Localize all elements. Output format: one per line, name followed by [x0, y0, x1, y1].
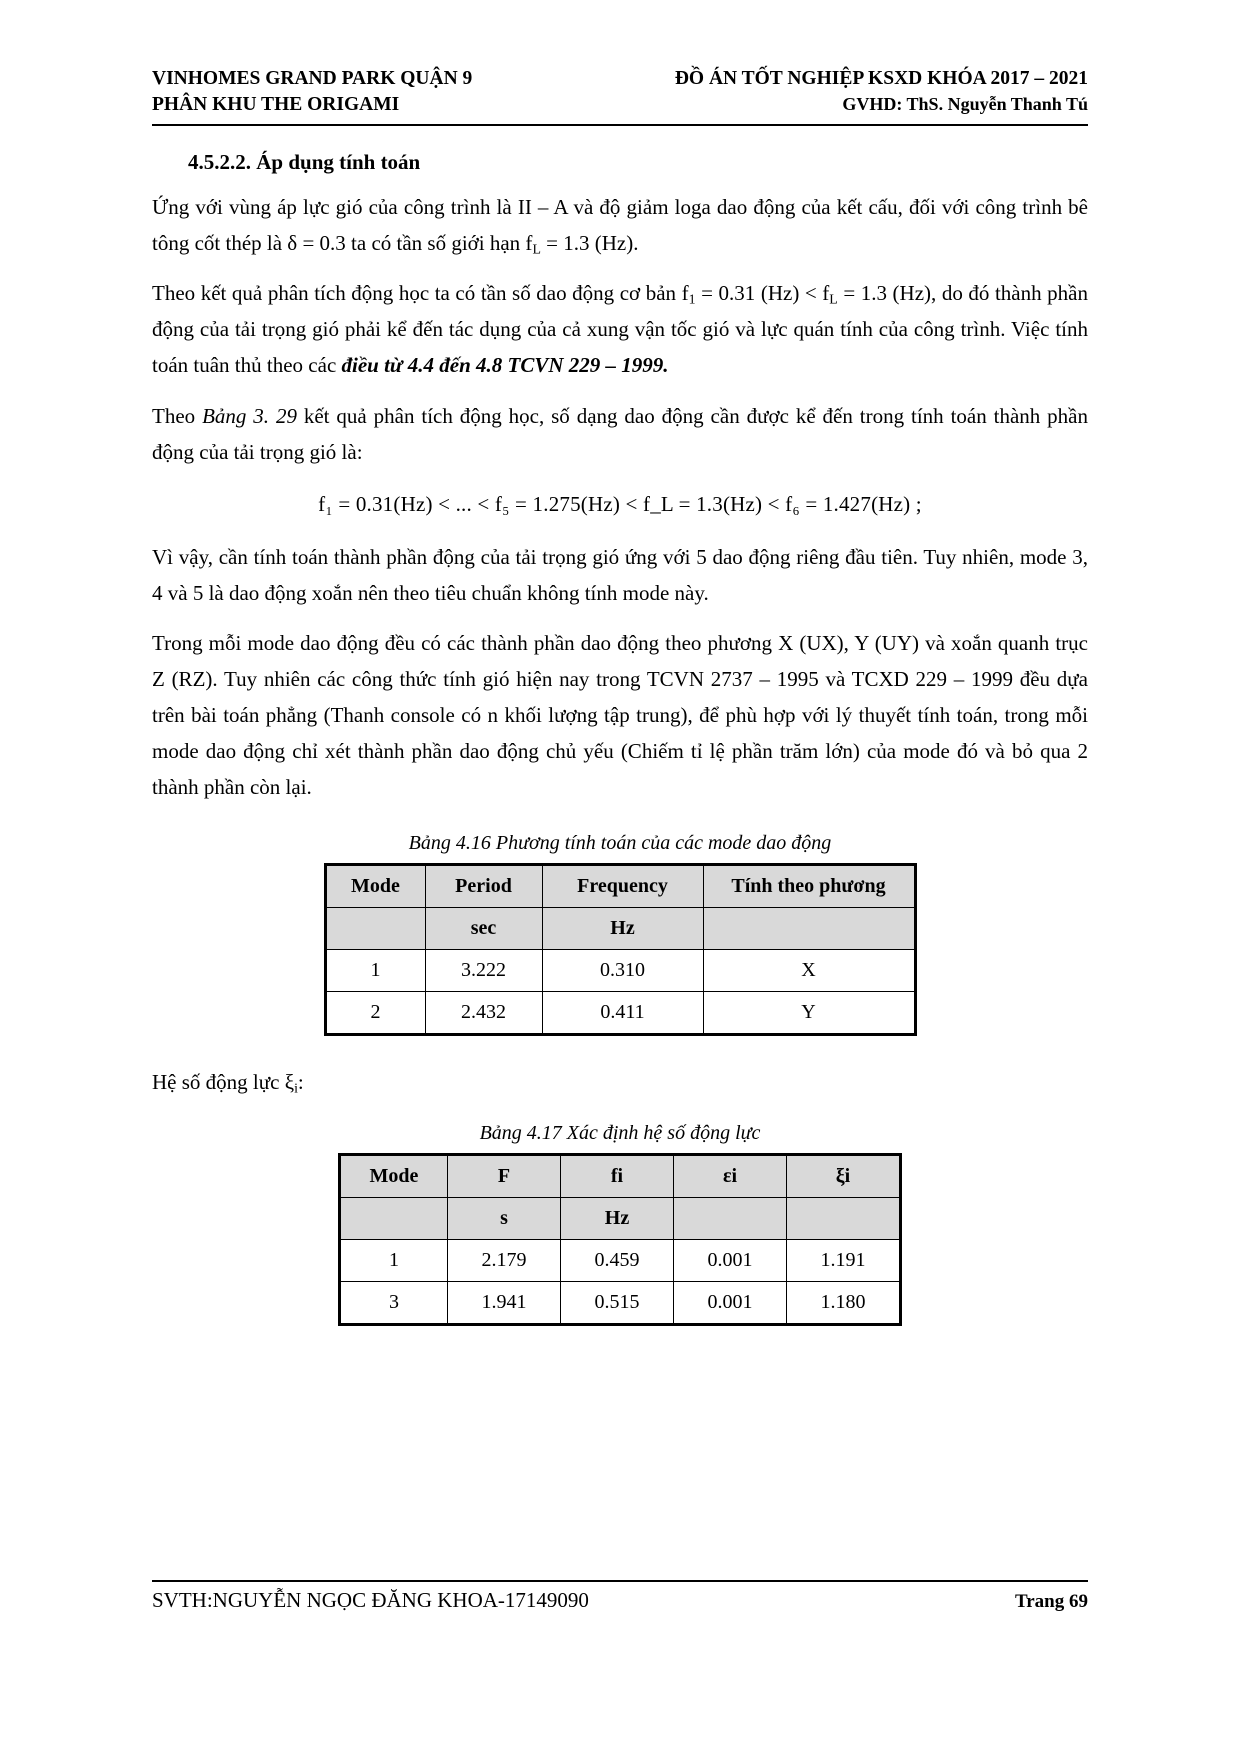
p6-text-b: :: [297, 1069, 304, 1094]
table2-r1-mode: 3: [340, 1281, 448, 1324]
table2-wrapper: [152, 1153, 1088, 1326]
paragraph-wind-zone: [152, 189, 1088, 261]
page-footer: [152, 1580, 1088, 1613]
table2-r0-mode: 1: [340, 1239, 448, 1281]
table1-wrapper: [152, 863, 1088, 1036]
p2-standard-reference: điều từ 4.4 đến 4.8 TCVN 229 – 1999.: [341, 353, 669, 378]
table2-col-fi: fi: [561, 1154, 674, 1197]
paragraph-mode-selection: Vì vậy, cần tính toán thành phần động của tải trọng gió ứng với 5 dao động riêng đầu tiên. Tuy nhiên, mode 3, 4 và 5 là dao động xoắn nên theo tiêu chuẩn không tính mode này.: [152, 544, 1088, 605]
table2-unit-epsilon: [674, 1197, 787, 1239]
table2-r0-F: 2.179: [448, 1239, 561, 1281]
p2-text-c: = 1.3 (Hz), do đó thành phần động của tải trọng gió phải kể đến tác dụng của cả xung vận tốc gió và lực quán tính của công trình. Việc tính toán tuân thủ theo các: [152, 281, 1088, 378]
table1-units-row: [325, 907, 915, 949]
table1-header-row: [325, 864, 915, 907]
header-thesis-title: ĐỒ ÁN TỐT NGHIỆP KSXD KHÓA 2017 – 2021: [674, 68, 1088, 89]
table1-r0-period: 3.222: [425, 949, 542, 991]
table2-unit-mode: [340, 1197, 448, 1239]
p6-text-a: Hệ số động lực ξ: [152, 1069, 295, 1094]
p2-text-a: Theo kết quả phân tích động học ta có tần số dao động cơ bản f: [152, 281, 689, 306]
table1-r1-direction: Y: [703, 991, 915, 1034]
p2-sub-1: 1: [688, 291, 696, 307]
table1-col-frequency: Frequency: [542, 864, 703, 907]
table1-head: [325, 864, 915, 949]
footer-page-number: Trang 69: [1014, 1591, 1088, 1612]
table2-unit-F: s: [448, 1197, 561, 1239]
header-subdivision-name: PHÂN KHU THE ORIGAMI: [152, 94, 400, 116]
table-mode-direction: [324, 863, 917, 1036]
table2-r1-F: 1.941: [448, 1281, 561, 1324]
p2-text-b: = 0.31 (Hz) < f: [695, 281, 830, 306]
table2-r0-xi: 1.191: [787, 1239, 901, 1281]
paragraph-mode-components: Trong mỗi mode dao động đều có các thành phần dao động theo phương X (UX), Y (UY) và xoắn quanh trục Z (RZ). Tuy nhiên các công thức tính gió hiện nay trong TCVN 2737 – 1995 và TCXD 229 – 1999 đều dựa trên bài toán phẳng (Thanh console có n khối lượng tập trung), để phù hợp với lý thuyết tính toán, trong mỗi mode dao động chỉ xét thành phần dao động chủ yếu (Chiếm tỉ lệ phần trăm lớn) của mode đó và bỏ qua 2 thành phần còn lại.: [152, 630, 1088, 800]
table1-r1-frequency: 0.411: [542, 991, 703, 1034]
page-header: [152, 66, 1088, 126]
p2-sub-L: L: [829, 291, 838, 307]
table2-unit-xi: [787, 1197, 901, 1239]
table-row: [340, 1239, 901, 1281]
p6-sub-i: i: [294, 1079, 298, 1095]
table1-body: [325, 949, 915, 1034]
table2-header-row: [340, 1154, 901, 1197]
table2-units-row: [340, 1197, 901, 1239]
table1-caption: Bảng 4.16 Phương tính toán của các mode dao động: [408, 831, 832, 854]
header-advisor: GVHD: ThS. Nguyễn Thanh Tú: [842, 94, 1088, 115]
paragraph-dynamic-coefficient: [152, 1070, 1088, 1096]
table1-unit-period: sec: [425, 907, 542, 949]
table1-unit-mode: [325, 907, 425, 949]
table1-r1-mode: 2: [325, 991, 425, 1034]
table2-col-xi: ξi: [787, 1154, 901, 1197]
section-heading: 4.5.2.2. Áp dụng tính toán: [188, 149, 421, 174]
table2-col-F: F: [448, 1154, 561, 1197]
table2-col-epsilon: εi: [674, 1154, 787, 1197]
table1-r0-frequency: 0.310: [542, 949, 703, 991]
table1-unit-frequency: Hz: [542, 907, 703, 949]
table2-unit-fi: Hz: [561, 1197, 674, 1239]
table1-unit-direction: [703, 907, 915, 949]
table2-r1-epsilon: 0.001: [674, 1281, 787, 1324]
paragraph-dynamic-analysis: [152, 275, 1088, 384]
header-divider: [152, 124, 1088, 126]
page-content: [152, 66, 1088, 1326]
table2-r1-fi: 0.515: [561, 1281, 674, 1324]
table-row: [325, 949, 915, 991]
table2-r0-epsilon: 0.001: [674, 1239, 787, 1281]
table-dynamic-coefficient: [338, 1153, 902, 1326]
table2-col-mode: Mode: [340, 1154, 448, 1197]
p3-text-a: Theo: [152, 403, 203, 428]
paragraph-table-reference: [152, 398, 1088, 470]
table1-r0-direction: X: [703, 949, 915, 991]
table2-caption: Bảng 4.17 Xác định hệ số động lực: [479, 1121, 761, 1144]
table1-col-mode: Mode: [325, 864, 425, 907]
table-row: [340, 1281, 901, 1324]
p3-table-ref: Bảng 3. 29: [202, 403, 297, 428]
table1-col-period: Period: [425, 864, 542, 907]
table2-r0-fi: 0.459: [561, 1239, 674, 1281]
p3-text-b: kết quả phân tích động học, số dạng dao động cần được kể đến trong tính toán thành phần động của tải trọng gió là:: [152, 403, 1089, 464]
p1-sub-L: L: [532, 241, 541, 257]
table1-r1-period: 2.432: [425, 991, 542, 1034]
table2-r1-xi: 1.180: [787, 1281, 901, 1324]
table1-col-direction: Tính theo phương: [703, 864, 915, 907]
frequency-formula: f₁ = 0.31(Hz) < ... < f₅ = 1.275(Hz) < f_L = 1.3(Hz) < f₆ = 1.427(Hz) ;: [318, 491, 922, 516]
table2-head: [340, 1154, 901, 1239]
table1-r0-mode: 1: [325, 949, 425, 991]
footer-student-info: SVTH:NGUYỄN NGỌC ĐĂNG KHOA-17149090: [152, 1588, 589, 1612]
footer-divider: [152, 1580, 1088, 1582]
p1-text-b: = 1.3 (Hz).: [540, 230, 639, 255]
table2-body: [340, 1239, 901, 1324]
table-row: [325, 991, 915, 1034]
header-project-name: VINHOMES GRAND PARK QUẬN 9: [152, 68, 473, 89]
p1-text-a: Ứng với vùng áp lực gió của công trình là II – A và độ giảm loga dao động của kết cấu, đối với công trình bê tông cốt thép là δ = 0.3 ta có tần số giới hạn f: [152, 194, 1088, 255]
